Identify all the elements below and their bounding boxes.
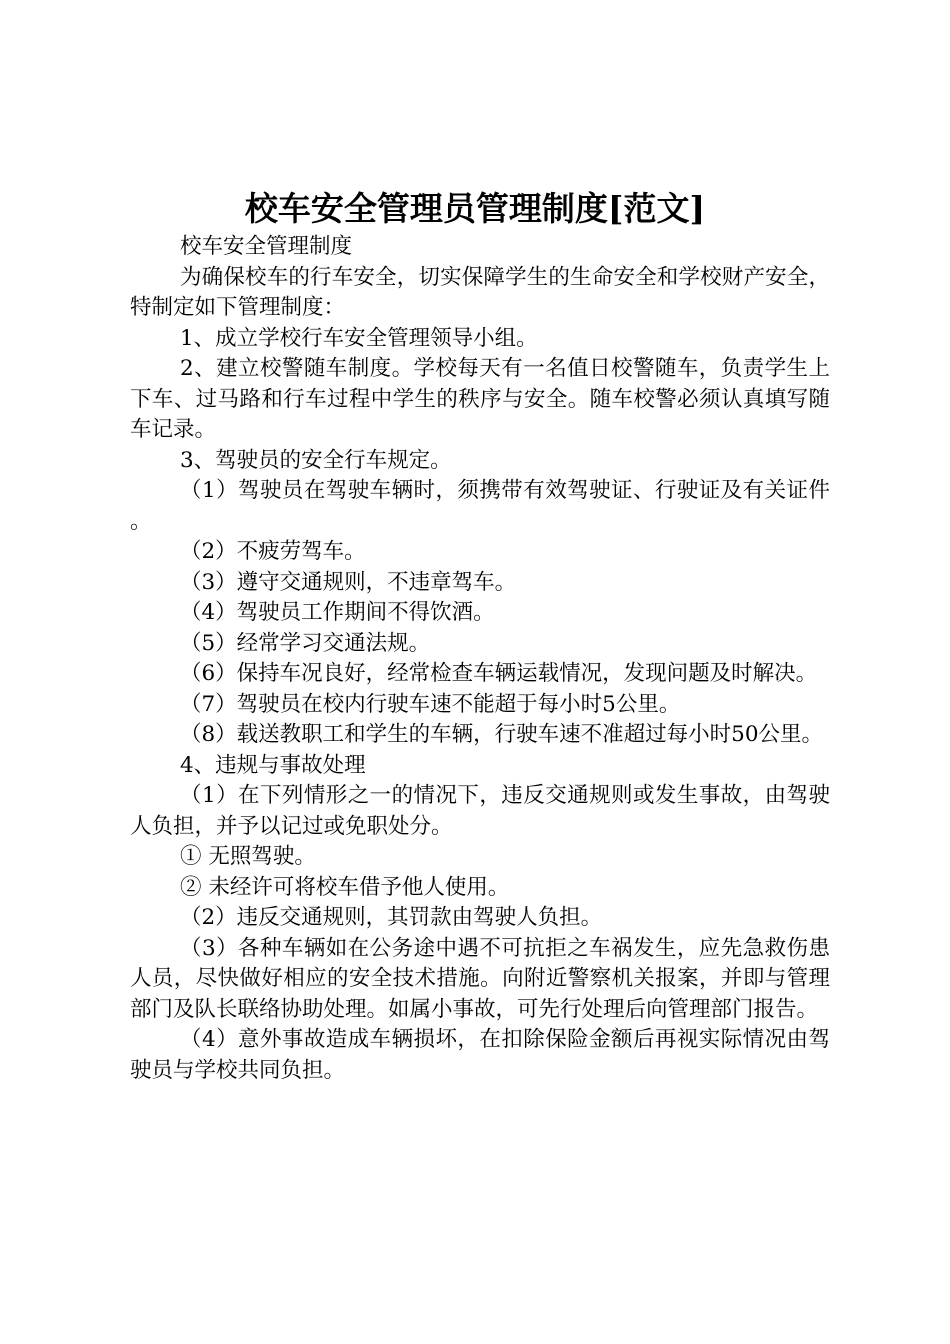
sub-rule-item: （6）保持车况良好，经常检查车辆运载情况，发现问题及时解决。 [180, 661, 818, 686]
sub-rule-item: （8）载送教职工和学生的车辆，行驶车速不准超过每小时50公里。 [180, 722, 824, 747]
document-body [130, 232, 830, 1086]
sub-rule-item: （2）不疲劳驾车。 [180, 539, 366, 564]
circled-list-item: ① 无照驾驶。 [180, 844, 316, 869]
circled-list-item: ② 未经许可将校车借予他人使用。 [180, 874, 510, 900]
sub-rule-item: （2）违反交通规则，其罚款由驾驶人负担。 [180, 905, 603, 930]
sub-rule-item: （1）在下列情形之一的情况下，违反交通规则或发生事故，由驾驶人负担，并予以记过或免职处分。 [130, 783, 830, 839]
document-title: 校车安全管理员管理制度[范文] [244, 189, 706, 228]
sub-rule-item: （1）驾驶员在驾驶车辆时，须携带有效驾驶证、行驶证及有关证件。 [130, 478, 830, 534]
rule-item: 3、驾驶员的安全行车规定。 [180, 447, 452, 473]
sub-rule-item: （4）意外事故造成车辆损坏，在扣除保险金额后再视实际情况由驾驶员与学校共同负担。 [130, 1027, 830, 1083]
sub-rule-item: （4）驾驶员工作期间不得饮酒。 [180, 600, 495, 625]
intro-paragraph: 为确保校车的行车安全，切实保障学生的生命安全和学校财产安全，特制定如下管理制度： [130, 264, 830, 320]
sub-rule-item: （7）驾驶员在校内行驶车速不能超于每小时5公里。 [180, 691, 681, 717]
section-heading: 校车安全管理制度 [180, 234, 353, 259]
rule-item: 4、违规与事故处理 [180, 752, 366, 778]
rule-item: 2、建立校警随车制度。学校每天有一名值日校警随车，负责学生上下车、过马路和行车过程中学生的秩序与安全。随车校警必须认真填写随车记录。 [130, 356, 830, 442]
sub-rule-item: （5）经常学习交通法规。 [180, 630, 431, 656]
rule-item: 1、成立学校行车安全管理领导小组。 [180, 325, 538, 351]
sub-rule-item: （3）遵守交通规则，不违章驾车。 [180, 569, 517, 595]
sub-rule-item: （3）各种车辆如在公务途中遇不可抗拒之车祸发生，应先急救伤患人员，尽快做好相应的安全技术措施。向附近警察机关报案，并即与管理部门及队长联络协助处理。如属小事故，可先行处理后向管理部门报告。 [130, 935, 830, 1022]
